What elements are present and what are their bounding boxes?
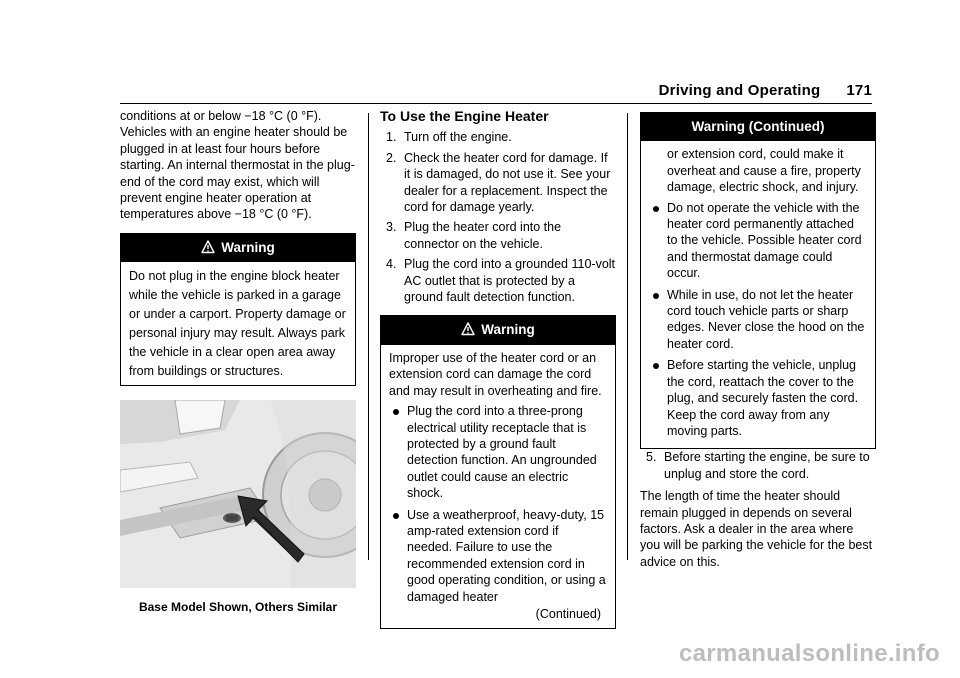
warning-bullets — [389, 403, 607, 605]
step-text: Check the heater cord for damage. If it is damaged, do not use it. See your dealer for a replacement. Inspect the cord for damage yearly. — [404, 150, 611, 215]
step-text: Plug the cord into a grounded 110-volt AC outlet that is protected by a ground fault detection function. — [404, 257, 616, 305]
step-text: Turn off the engine. — [404, 130, 512, 145]
page-number: 171 — [846, 82, 872, 99]
warning-body — [641, 141, 875, 448]
warning-title: Warning — [481, 322, 535, 338]
list-item — [380, 150, 616, 216]
closing-paragraph: The length of time the heater should remain plugged in depends on several factors. Ask a dealer in the area where you will be parking the vehicle for the best advice on this. — [640, 489, 873, 569]
warning-bullets — [649, 200, 867, 440]
list-item — [380, 219, 616, 252]
step-text: Plug the heater cord into the connector on the vehicle. — [404, 220, 562, 251]
column-3 — [640, 108, 876, 570]
warning-title: Warning — [221, 239, 275, 255]
warning-header — [381, 316, 615, 344]
step-number: 5. — [646, 450, 657, 465]
column-2 — [380, 108, 616, 629]
section-title: Driving and Operating — [658, 82, 821, 99]
warning-body — [381, 345, 615, 629]
list-item: Do not operate the vehicle with the heater cord permanently attached to the vehicle. Possible heater cord and thermostat damage could occur. — [649, 200, 867, 282]
warning-text: Do not plug in the engine block heater while the vehicle is parked in a garage or under a carport. Property damage or personal injury may result. Always park the vehicle in a clear open area away from buildings or structures. — [129, 269, 346, 379]
warning-box — [380, 315, 616, 629]
warning-triangle-icon — [201, 240, 215, 254]
warning-intro: Improper use of the heater cord or an extension cord can damage the cord and may result in overheating and fire. — [389, 350, 602, 398]
intro-paragraph: conditions at or below −18 °C (0 °F). Vehicles with an engine heater should be plugged in at least four hours before starting. An internal thermostat in the plug-end of the cord may exist, which will prevent engine heater operation at temperatures above −18 °C (0 °F). — [120, 109, 355, 222]
column-divider — [627, 113, 628, 560]
list-item: Before starting the vehicle, unplug the cord, reattach the cover to the plug, and securely fasten the cord. Keep the cord away from any moving parts. — [649, 357, 867, 439]
header-rule — [120, 103, 872, 104]
column-divider — [368, 113, 369, 560]
figure-caption: Base Model Shown, Others Similar — [138, 599, 338, 614]
step-number: 2. — [386, 150, 397, 165]
engine-heater-illustration — [120, 400, 356, 588]
list-item: Use a weatherproof, heavy-duty, 15 amp-rated extension cord if needed. Failure to use the recommended extension cord in good operating condition, or using a damaged heater — [389, 507, 607, 605]
step-number: 4. — [386, 257, 397, 272]
warning-intro: or extension cord, could make it overheat and cause a fire, property damage, electric shock, and injury. — [667, 147, 861, 195]
steps-list — [640, 449, 876, 482]
warning-title: Warning (Continued) — [691, 119, 825, 134]
warning-header — [121, 234, 355, 262]
steps-list — [380, 129, 616, 305]
list-item — [380, 256, 616, 305]
column-1 — [120, 108, 356, 615]
section-heading: To Use the Engine Heater — [380, 108, 549, 124]
page-header — [659, 82, 872, 99]
step-number: 1. — [386, 130, 397, 145]
warning-box — [120, 233, 356, 386]
list-item — [640, 449, 876, 482]
list-item: While in use, do not let the heater cord touch vehicle parts or sharp edges. Never close the hood on the heater cord. — [649, 287, 867, 353]
warning-triangle-icon — [461, 322, 475, 336]
warning-box — [640, 112, 876, 449]
watermark: carmanualsonline.info — [678, 640, 940, 667]
warning-header — [641, 113, 875, 141]
list-item: Plug the cord into a three-prong electrical utility receptacle that is protected by a ground fault detection function. An ungrounded outlet could cause an electric shock. — [389, 403, 607, 501]
continued-label: (Continued) — [535, 606, 601, 621]
step-text: Before starting the engine, be sure to unplug and store the cord. — [664, 450, 870, 481]
step-number: 3. — [386, 220, 397, 235]
list-item — [380, 129, 616, 145]
